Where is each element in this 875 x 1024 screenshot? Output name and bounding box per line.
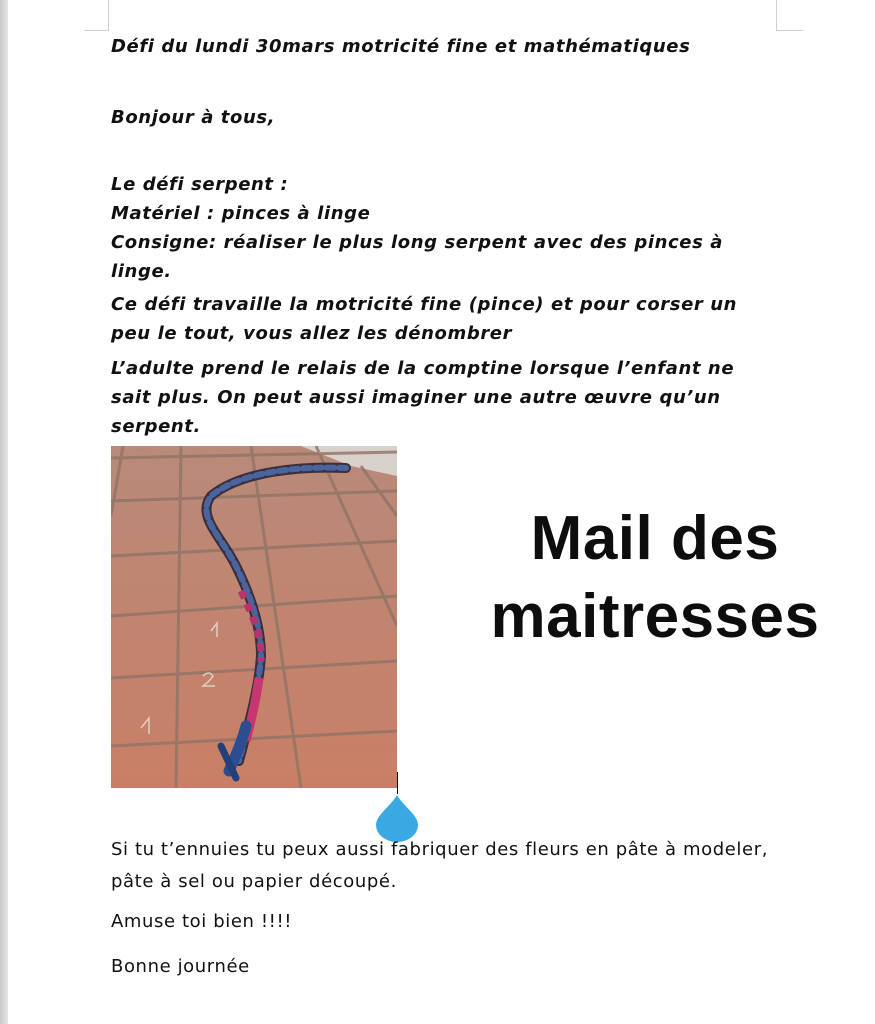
greeting: Bonjour à tous, — [111, 107, 276, 128]
page-corner-mark-left — [84, 0, 109, 31]
watermark-text — [440, 500, 870, 656]
defi-paragraph: Ce défi travaille la motricité fine (pince) et pour corser un peu le tout, vous allez les dénombrer — [111, 294, 738, 344]
closing-line: Bonne journée — [111, 956, 250, 977]
amuse-line: Amuse toi bien !!!! — [111, 911, 293, 932]
consigne-line: Consigne: réaliser le plus long serpent avec des pinces à linge. — [111, 232, 724, 282]
watermark-line-2: maitresses — [490, 582, 820, 651]
adulte-paragraph: L’adulte prend le relais de la comptine lorsque l’enfant ne sait plus. On peut aussi imaginer une autre œuvre qu’un serpent. — [111, 358, 735, 437]
document-title: Défi du lundi 30mars motricité fine et mathématiques — [111, 36, 691, 57]
watermark-line-1: Mail des — [530, 504, 780, 573]
challenge-block — [111, 170, 771, 286]
clothespin-snake-photo — [111, 446, 397, 788]
materiel-line: Matériel : pinces à linge — [111, 203, 371, 224]
text-cursor-stem — [397, 772, 398, 794]
fleurs-paragraph: Si tu t’ennuies tu peux aussi fabriquer des fleurs en pâte à modeler, pâte à sel ou papier découpé. — [111, 839, 769, 892]
window-left-edge — [0, 0, 8, 1024]
page-corner-mark-right — [776, 0, 803, 31]
serpent-heading: Le défi serpent : — [111, 174, 289, 195]
